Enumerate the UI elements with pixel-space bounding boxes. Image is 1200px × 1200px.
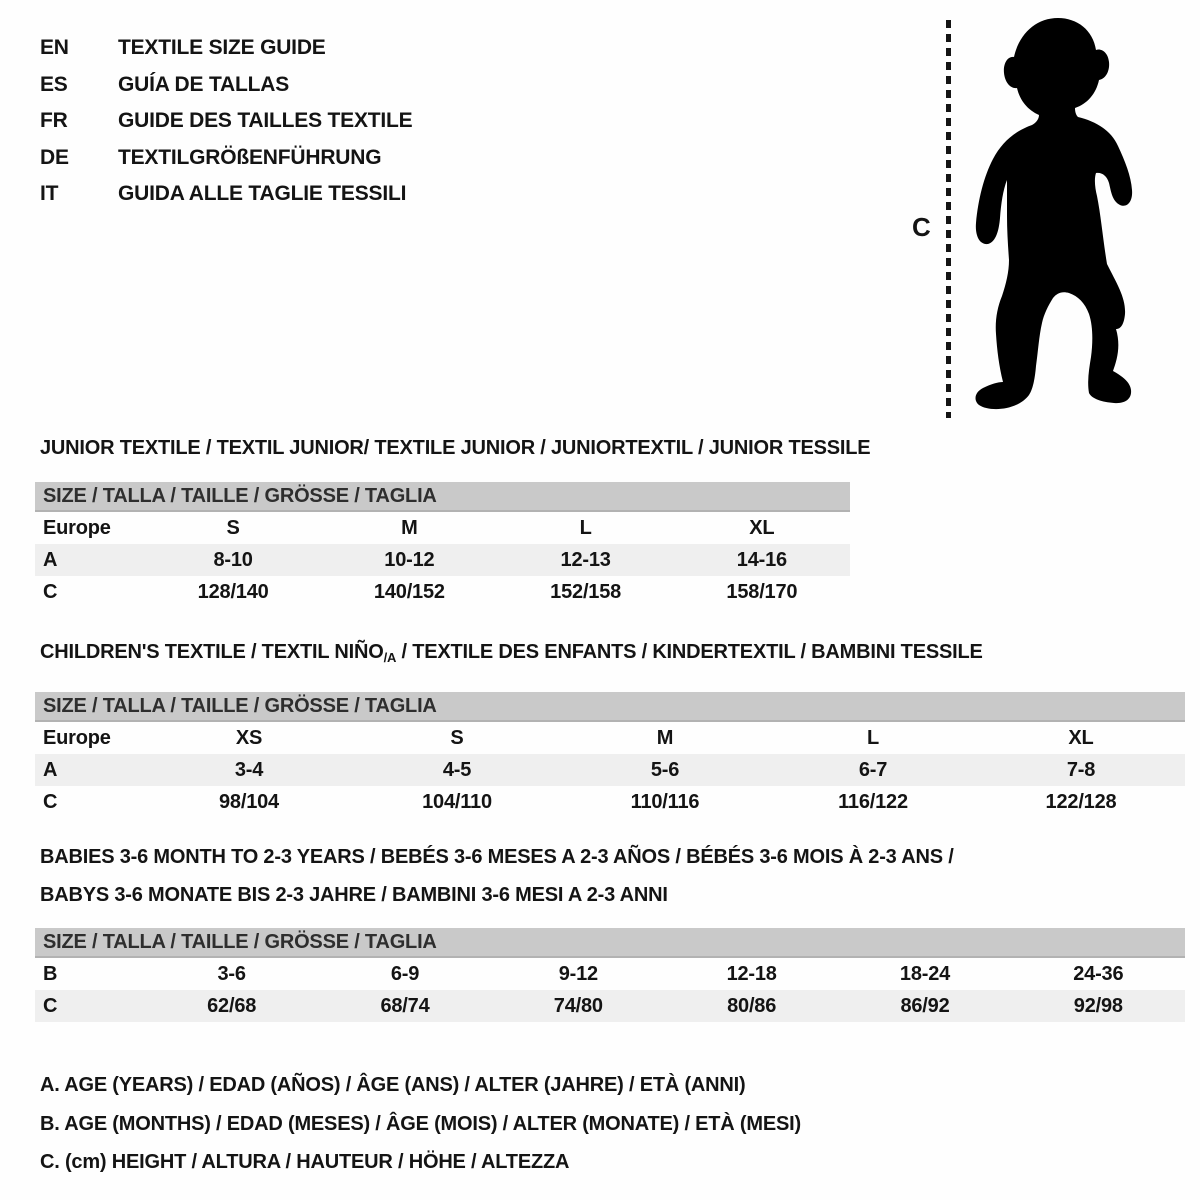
- babies-section-heading-line2: BABYS 3-6 MONATE BIS 2-3 JAHRE / BAMBINI 3-6 MESI A 2-3 ANNI: [40, 884, 668, 906]
- title-row-it: [40, 176, 412, 213]
- table-row: [35, 576, 850, 608]
- legend-line-c: C. (cm) HEIGHT / ALTURA / HAUTEUR / HÖHE / ALTEZZA: [40, 1151, 570, 1173]
- cell: XS: [235, 726, 263, 749]
- language-title-block: [40, 30, 412, 213]
- row-label: C: [43, 580, 58, 603]
- cell: 98/104: [219, 790, 279, 813]
- cell: 104/110: [422, 790, 492, 813]
- cell: 6-7: [858, 758, 888, 781]
- title-row-de: [40, 140, 412, 177]
- cell: M: [656, 726, 674, 749]
- cell: S: [450, 726, 464, 749]
- cell: 3-4: [234, 758, 264, 781]
- cell: 3-6: [217, 962, 246, 985]
- cell: 4-5: [442, 758, 472, 781]
- heading-text: / TEXTILE DES ENFANTS / KINDERTEXTIL / BAMBINI TESSILE: [396, 641, 983, 663]
- junior-size-table: [35, 482, 850, 608]
- table-row: [35, 990, 1185, 1022]
- cell: 74/80: [553, 994, 603, 1017]
- lang-code: DE: [40, 145, 69, 169]
- height-measure-label: C: [912, 212, 931, 242]
- cell: 24-36: [1073, 962, 1124, 985]
- cell: 6-9: [390, 962, 420, 985]
- guide-title: TEXTILE SIZE GUIDE: [118, 36, 326, 60]
- cell: 9-12: [558, 962, 598, 985]
- cell: 12-18: [726, 962, 777, 985]
- guide-title: TEXTILGRÖßENFÜHRUNG: [118, 145, 382, 169]
- table-row: [35, 754, 1185, 786]
- heading-subscript: /A: [383, 650, 397, 665]
- table-row: [35, 786, 1185, 818]
- cell: 152/158: [550, 580, 622, 603]
- toddler-silhouette-image: [965, 16, 1140, 414]
- babies-section-heading-line1: BABIES 3-6 MONTH TO 2-3 YEARS / BEBÉS 3-6 MESES A 2-3 AÑOS / BÉBÉS 3-6 MOIS À 2-3 ANS /: [40, 846, 954, 868]
- children-section-heading: [40, 641, 983, 665]
- row-label: C: [43, 790, 58, 813]
- lang-code: FR: [40, 109, 68, 133]
- lang-code: EN: [40, 36, 69, 60]
- guide-title: GUÍA DE TALLAS: [118, 72, 290, 96]
- cell: 86/92: [900, 994, 950, 1017]
- cell: 12-13: [560, 548, 611, 571]
- cell: 68/74: [380, 994, 430, 1017]
- cell: 158/170: [726, 580, 798, 603]
- cell: 92/98: [1073, 994, 1123, 1017]
- cell: 8-10: [213, 548, 253, 571]
- cell: 5-6: [650, 758, 680, 781]
- size-header-band: SIZE / TALLA / TAILLE / GRÖSSE / TAGLIA: [35, 928, 1185, 958]
- size-header-band: SIZE / TALLA / TAILLE / GRÖSSE / TAGLIA: [35, 692, 1185, 722]
- cell: XL: [749, 516, 775, 539]
- title-row-es: [40, 67, 412, 104]
- height-measure-dashed-line: [946, 20, 951, 418]
- lang-code: IT: [40, 182, 59, 206]
- legend-line-a: A. AGE (YEARS) / EDAD (AÑOS) / ÂGE (ANS) / ALTER (JAHRE) / ETÀ (ANNI): [40, 1074, 746, 1096]
- heading-text: CHILDREN'S TEXTILE / TEXTIL NIÑO: [40, 641, 384, 663]
- guide-title: GUIDA ALLE TAGLIE TESSILI: [118, 182, 407, 206]
- cell: 110/116: [630, 790, 700, 813]
- size-header-band: SIZE / TALLA / TAILLE / GRÖSSE / TAGLIA: [35, 482, 850, 512]
- cell: 116/122: [838, 790, 908, 813]
- row-label: B: [43, 962, 58, 985]
- table-row: [35, 512, 850, 544]
- cell: XL: [1068, 726, 1094, 749]
- legend-line-b: B. AGE (MONTHS) / EDAD (MESES) / ÂGE (MOIS) / ALTER (MONATE) / ETÀ (MESI): [40, 1112, 801, 1135]
- table-row: [35, 958, 1185, 990]
- row-label: Europe: [43, 726, 111, 749]
- lang-code: ES: [40, 72, 68, 96]
- cell: 18-24: [899, 962, 951, 985]
- cell: S: [226, 516, 240, 539]
- row-label: A: [43, 548, 58, 571]
- cell: M: [401, 516, 418, 539]
- cell: 62/68: [207, 994, 257, 1017]
- cell: 10-12: [384, 548, 435, 571]
- title-row-en: [40, 30, 412, 67]
- row-label: Europe: [43, 516, 111, 539]
- children-size-table: [35, 692, 1185, 818]
- cell: 122/128: [1045, 790, 1117, 813]
- cell: 14-16: [736, 548, 787, 571]
- guide-title: GUIDE DES TAILLES TEXTILE: [118, 109, 413, 133]
- junior-section-heading: JUNIOR TEXTILE / TEXTIL JUNIOR/ TEXTILE JUNIOR / JUNIORTEXTIL / JUNIOR TESSILE: [40, 437, 871, 459]
- title-row-fr: [40, 103, 412, 140]
- legend-block: [40, 1066, 801, 1182]
- cell: 7-8: [1066, 758, 1096, 781]
- table-row: [35, 544, 850, 576]
- cell: L: [866, 726, 880, 749]
- row-label: A: [43, 758, 58, 781]
- cell: 140/152: [373, 580, 445, 603]
- cell: L: [579, 516, 592, 539]
- cell: 128/140: [197, 580, 269, 603]
- babies-size-table: [35, 928, 1185, 1022]
- table-row: [35, 722, 1185, 754]
- row-label: C: [43, 994, 58, 1017]
- cell: 80/86: [727, 994, 777, 1017]
